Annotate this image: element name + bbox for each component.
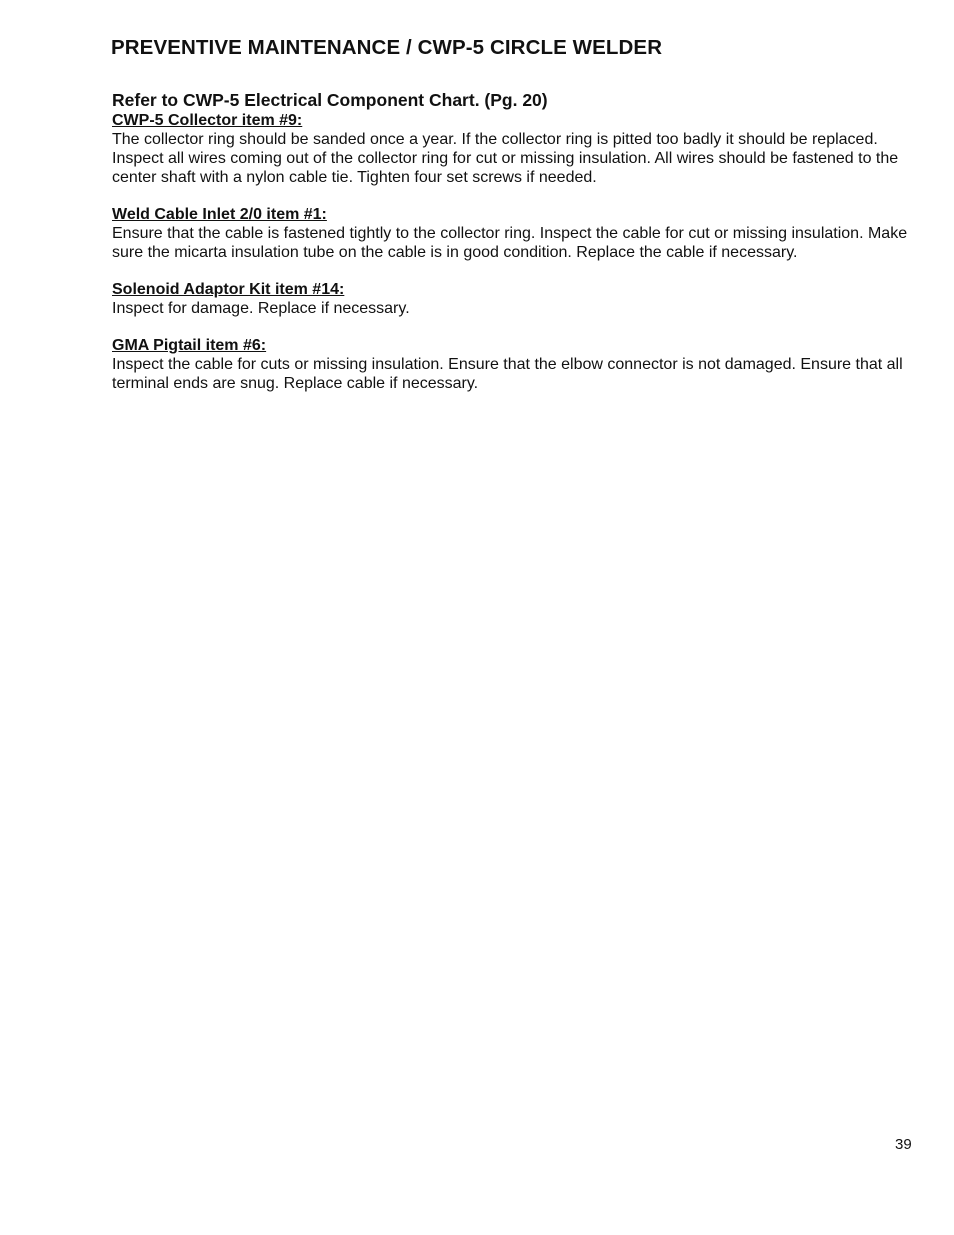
section-heading: CWP-5 Collector item #9: <box>112 112 303 129</box>
section-body: Inspect the cable for cuts or missing insulation. Ensure that the elbow connector is not damaged. Ensure that all terminal ends are snug. Replace cable if necessary. <box>112 356 903 392</box>
section-solenoid-adaptor <box>112 280 920 318</box>
page-number: 39 <box>895 1136 912 1153</box>
section-heading: Solenoid Adaptor Kit item #14: <box>112 281 345 298</box>
section-heading: Weld Cable Inlet 2/0 item #1: <box>112 206 327 223</box>
section-collector <box>112 111 920 187</box>
section-heading: GMA Pigtail item #6: <box>112 337 267 354</box>
reference-line: Refer to CWP-5 Electrical Component Chart. (Pg. 20) <box>112 90 548 110</box>
page-title: PREVENTIVE MAINTENANCE / CWP-5 CIRCLE WELDER <box>111 36 663 59</box>
section-body: The collector ring should be sanded once a year. If the collector ring is pitted too badly it should be replaced. Inspect all wires coming out of the collector ring for cut or missing insulation. All wires should be fastened to the center shaft with a nylon cable tie. Tighten four set screws if needed. <box>112 131 899 186</box>
section-weld-cable-inlet <box>112 205 920 262</box>
section-gma-pigtail <box>112 336 920 393</box>
section-body: Inspect for damage. Replace if necessary. <box>112 300 410 317</box>
maintenance-content <box>112 89 920 411</box>
section-body: Ensure that the cable is fastened tightly to the collector ring. Inspect the cable for cut or missing insulation. Make sure the micarta insulation tube on the cable is in good condition. Replace the cable if necessary. <box>112 225 908 261</box>
